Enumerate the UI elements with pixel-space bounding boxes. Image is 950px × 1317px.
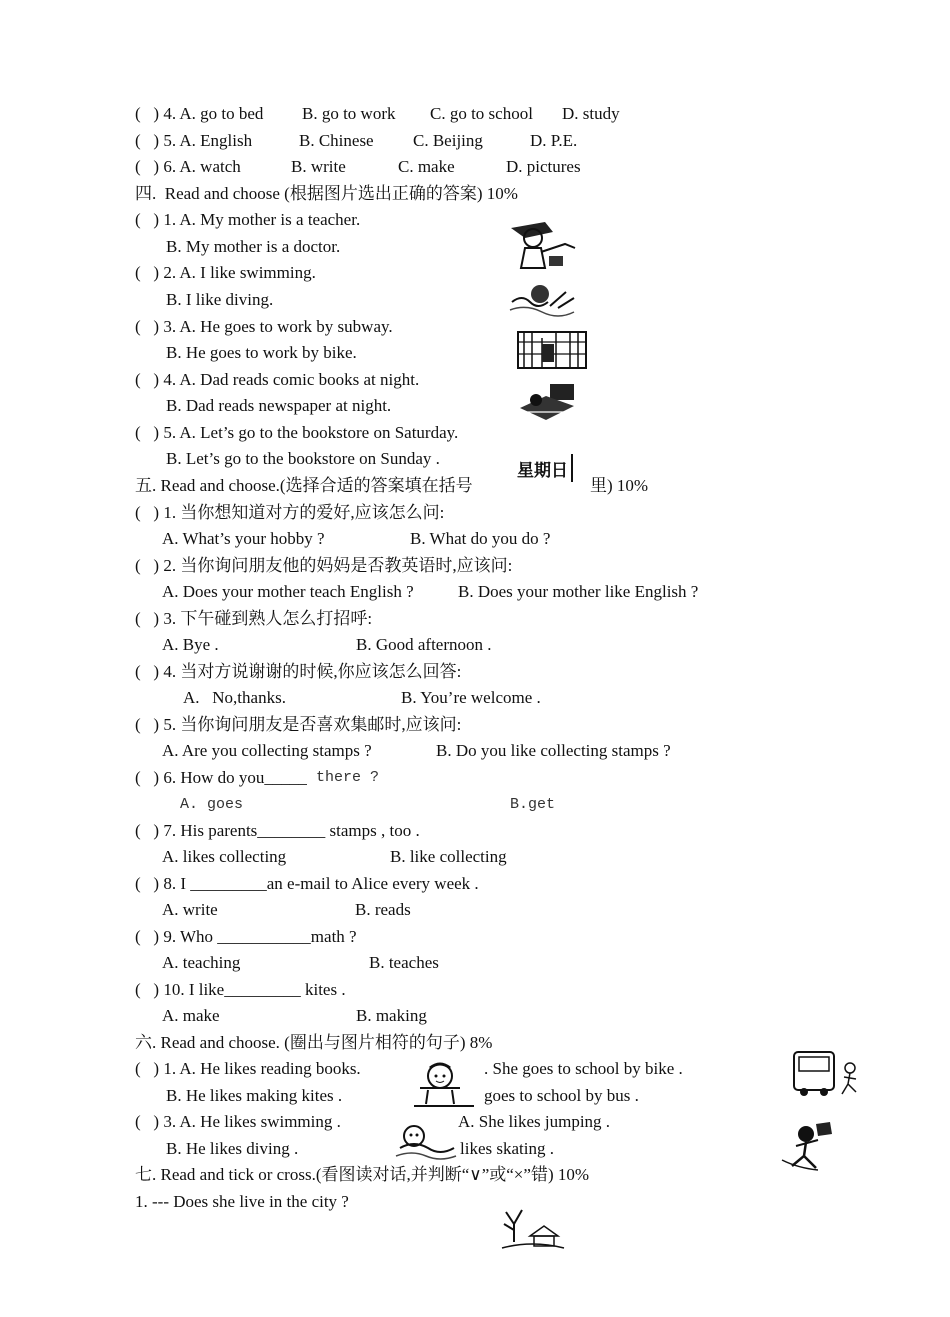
subway-picture <box>516 328 588 372</box>
text-line: B. He likes diving . <box>166 1139 299 1158</box>
text-line: A. goes <box>180 796 244 813</box>
text-line: B. reads <box>355 900 411 919</box>
text-line: there ? <box>316 769 380 786</box>
text-line: B. My mother is a doctor. <box>166 237 341 256</box>
text-line: ( ) 6. A. watch <box>135 157 241 176</box>
text-line: B. He goes to work by bike. <box>166 343 357 362</box>
text-line: goes to school by bus . <box>484 1086 639 1105</box>
text-line: D. study <box>562 104 620 123</box>
text-line: ( ) 1. A. My mother is a teacher. <box>135 210 361 229</box>
text-line: ( ) 2. 当你询问朋友他的妈妈是否教英语时,应该问: <box>135 556 513 575</box>
swimming-picture <box>508 280 578 318</box>
text-line: 里) 10% <box>590 476 649 495</box>
swimmer-picture <box>394 1118 458 1162</box>
text-line: B. Dad reads newspaper at night. <box>166 396 392 415</box>
text-line: ( ) 3. A. He likes swimming . <box>135 1112 341 1131</box>
text-line: B. What do you do ? <box>410 529 551 548</box>
text-line: ( ) 3. A. He goes to work by subway. <box>135 317 393 336</box>
text-line: 六. Read and choose. (圈出与图片相符的句子) 8% <box>135 1033 493 1052</box>
text-line: A. Bye . <box>162 635 219 654</box>
text-line: ( ) 1. A. He likes reading books. <box>135 1059 361 1078</box>
text-line: B.get <box>510 796 556 813</box>
text-line: 1. --- Does she live in the city ? <box>135 1192 349 1211</box>
text-line: ( ) 5. A. English <box>135 131 253 150</box>
text-line: ( ) 4. A. go to bed <box>135 104 264 123</box>
text-line: B. go to work <box>302 104 396 123</box>
text-line: 四. Read and choose (根据图片选出正确的答案) 10% <box>135 184 518 203</box>
weekday-sign-text: 星期日 <box>517 461 568 481</box>
text-line: B. I like diving. <box>166 290 274 309</box>
text-line: B. Let’s go to the bookstore on Sunday . <box>166 449 440 468</box>
text-line: A. likes collecting <box>162 847 287 866</box>
text-line: D. P.E. <box>530 131 578 150</box>
text-line: B. Does your mother like English ? <box>458 582 699 601</box>
text-line: ( ) 4. A. Dad reads comic books at night. <box>135 370 420 389</box>
text-line: B. Do you like collecting stamps ? <box>436 741 671 760</box>
text-line: ( ) 1. 当你想知道对方的爱好,应该怎么问: <box>135 503 445 522</box>
text-line: ( ) 5. A. Let’s go to the bookstore on Saturday. <box>135 423 459 442</box>
text-line: C. go to school <box>430 104 533 123</box>
text-line: A. She likes jumping . <box>458 1112 611 1131</box>
text-line: C. Beijing <box>413 131 483 150</box>
text-line: B. Chinese <box>299 131 374 150</box>
text-line: B. He likes making kites . <box>166 1086 343 1105</box>
text-line: ( ) 5. 当你询问朋友是否喜欢集邮时,应该问: <box>135 715 462 734</box>
text-line: A. No,thanks. <box>183 688 286 707</box>
text-line: B. making <box>356 1006 427 1025</box>
text-line: ( ) 10. I like_________ kites . <box>135 980 346 999</box>
text-line: A. write <box>162 900 218 919</box>
text-line: B. like collecting <box>390 847 507 866</box>
text-line: B. write <box>291 157 346 176</box>
countryside-picture <box>500 1202 566 1254</box>
text-line: ( ) 4. 当对方说谢谢的时候,你应该怎么回答: <box>135 662 462 681</box>
reading-at-night-picture <box>516 382 578 424</box>
text-line: A. make <box>162 1006 220 1025</box>
text-line: A. teaching <box>162 953 241 972</box>
text-line: A. Are you collecting stamps ? <box>162 741 372 760</box>
text-line: A. What’s your hobby ? <box>162 529 325 548</box>
text-line: ( ) 2. A. I like swimming. <box>135 263 316 282</box>
text-line: B. teaches <box>369 953 439 972</box>
teacher-picture <box>505 218 580 270</box>
text-line: ( ) 6. How do you_____ <box>135 768 307 787</box>
text-line: C. make <box>398 157 455 176</box>
text-line: likes skating . <box>460 1139 554 1158</box>
text-line: B. You’re welcome . <box>401 688 541 707</box>
text-line: 七. Read and tick or cross.(看图读对话,并判断“∨”或“×”错) 10% <box>135 1165 590 1184</box>
text-line: . She goes to school by bike . <box>484 1059 683 1078</box>
skater-picture <box>778 1120 842 1176</box>
text-line: 五. Read and choose.(选择合适的答案填在括号 <box>135 476 473 495</box>
text-line: B. Good afternoon . <box>356 635 492 654</box>
text-line: ( ) 3. 下午碰到熟人怎么打招呼: <box>135 609 373 628</box>
text-line: D. pictures <box>506 157 581 176</box>
text-line: ( ) 8. I _________an e-mail to Alice every week . <box>135 874 479 893</box>
text-line: ( ) 7. His parents________ stamps , too . <box>135 821 420 840</box>
text-line: A. Does your mother teach English ? <box>162 582 414 601</box>
weekday-sign-picture <box>516 452 574 484</box>
bus-picture <box>792 1050 864 1098</box>
boy-kite-picture <box>410 1060 478 1116</box>
text-line: ( ) 9. Who ___________math ? <box>135 927 357 946</box>
